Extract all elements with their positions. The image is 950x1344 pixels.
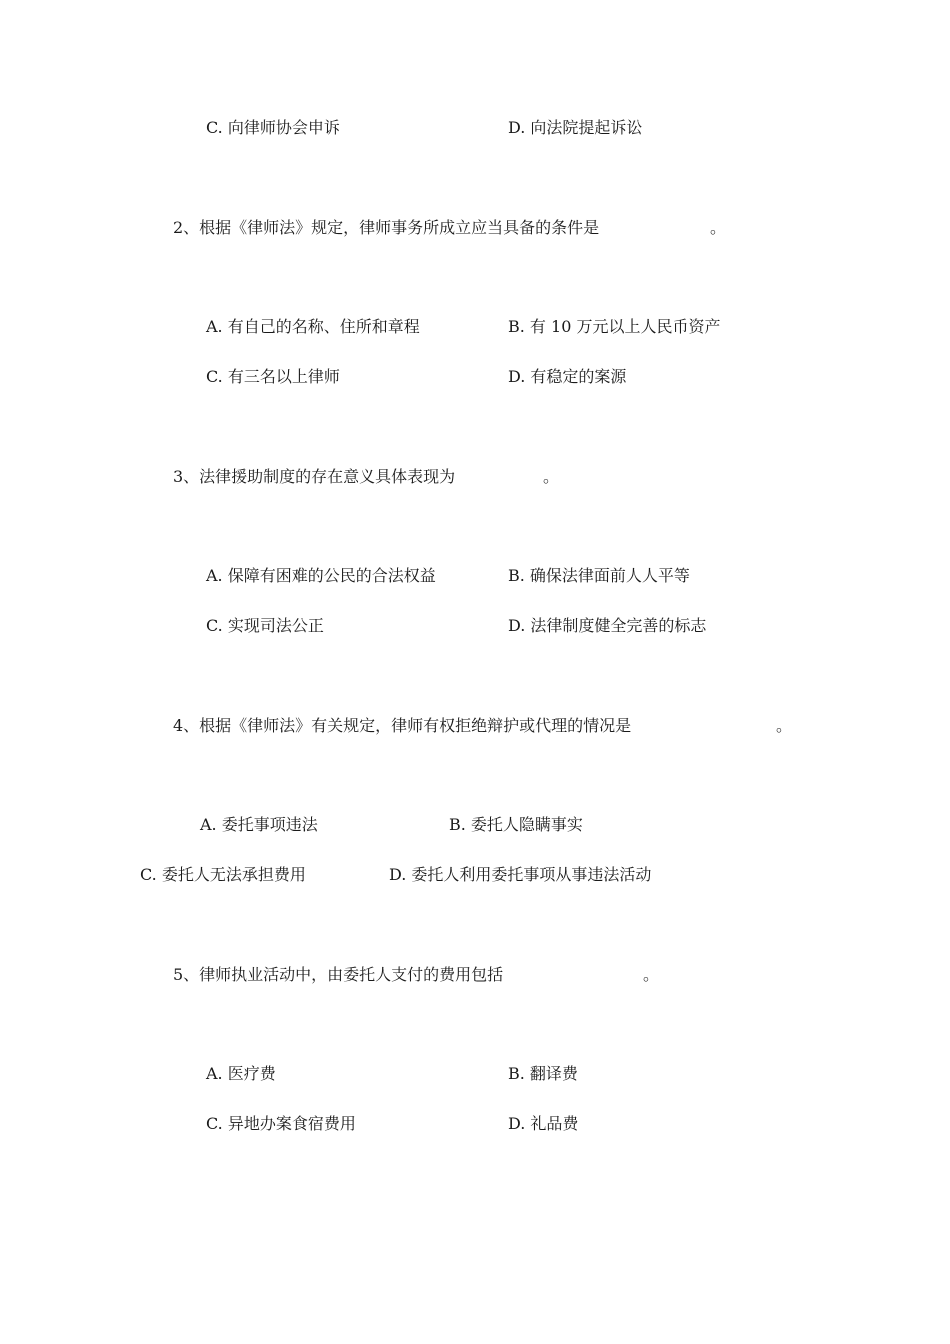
- q3-option-a: A. 保障有困难的公民的合法权益: [206, 566, 436, 585]
- q2-stem: 2、根据《律师法》规定，律师事务所成立应当具备的条件是: [173, 218, 600, 237]
- q5-option-b: B. 翻译费: [508, 1064, 578, 1083]
- q2-stem-end: 。: [710, 218, 727, 237]
- q2-option-a: A. 有自己的名称、住所和章程: [206, 317, 420, 336]
- q2-option-c: C. 有三名以上律师: [206, 367, 340, 386]
- q1-option-c: C. 向律师协会申诉: [206, 118, 340, 137]
- q5-option-a: A. 医疗费: [206, 1064, 276, 1083]
- q4-option-d: D. 委托人利用委托事项从事违法活动: [389, 865, 652, 884]
- q3-option-d: D. 法律制度健全完善的标志: [508, 616, 707, 635]
- q4-option-b: B. 委托人隐瞒事实: [449, 815, 583, 834]
- q5-stem: 5、律师执业活动中，由委托人支付的费用包括: [173, 965, 504, 984]
- q4-stem-end: 。: [776, 716, 793, 735]
- q2-option-d: D. 有稳定的案源: [508, 367, 627, 386]
- q4-option-c: C. 委托人无法承担费用: [140, 865, 306, 884]
- q2-option-b: B. 有 10 万元以上人民币资产: [508, 317, 721, 336]
- q4-option-a: A. 委托事项违法: [200, 815, 318, 834]
- q3-stem-end: 。: [543, 467, 560, 486]
- q3-stem: 3、法律援助制度的存在意义具体表现为: [173, 467, 456, 486]
- q5-option-d: D. 礼品费: [508, 1114, 579, 1133]
- q1-option-d: D. 向法院提起诉讼: [508, 118, 643, 137]
- q3-option-b: B. 确保法律面前人人平等: [508, 566, 690, 585]
- q5-stem-end: 。: [643, 965, 660, 984]
- q4-stem: 4、根据《律师法》有关规定，律师有权拒绝辩护或代理的情况是: [173, 716, 632, 735]
- q5-option-c: C. 异地办案食宿费用: [206, 1114, 356, 1133]
- q3-option-c: C. 实现司法公正: [206, 616, 324, 635]
